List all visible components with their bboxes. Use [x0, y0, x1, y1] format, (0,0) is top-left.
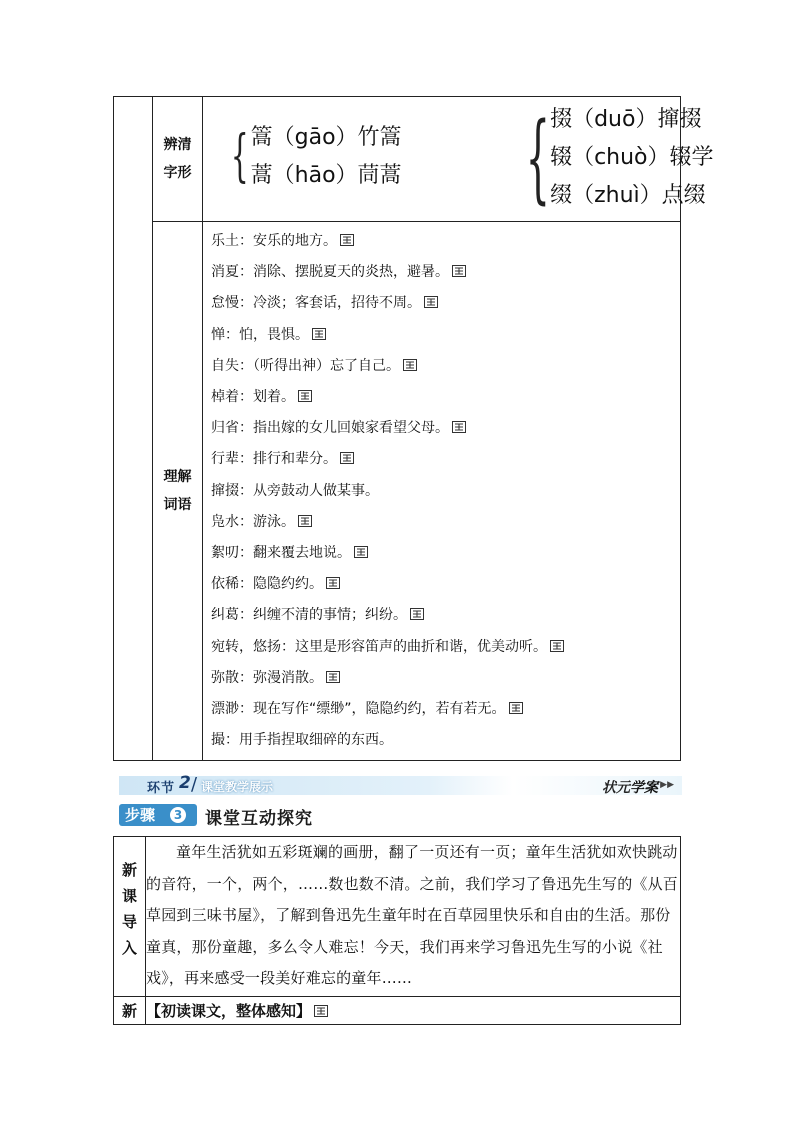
left-brace-icon: { — [230, 124, 249, 189]
definition-item — [211, 226, 680, 257]
zixing-word: 篙（gāo）竹篙 — [250, 125, 402, 150]
definition-text: 自失：（听得出神）忘了自己。 — [211, 357, 400, 374]
annotation-mark-icon — [340, 234, 354, 246]
annotation-mark-icon — [452, 421, 466, 433]
banner-number: 2 — [179, 773, 191, 793]
definition-item — [211, 694, 680, 725]
definition-item — [211, 351, 680, 382]
read-section — [146, 997, 681, 1025]
zixing-word: 辍（chuò）辍学 — [550, 145, 714, 170]
definition-item — [211, 663, 680, 694]
annotation-mark-icon — [424, 296, 438, 308]
section-banner — [119, 773, 682, 796]
definition-text: 弥散：弥漫消散。 — [211, 669, 323, 686]
definition-item — [211, 320, 680, 351]
definition-text: 依稀：隐隐约约。 — [211, 576, 323, 593]
definition-text: 絮叨：翻来覆去地说。 — [211, 545, 351, 562]
double-arrow-icon: ▶▶ — [660, 780, 674, 790]
annotation-mark-icon — [550, 640, 564, 652]
zixing-label-line1: 辨清 — [163, 137, 192, 153]
zixing-group-right — [489, 101, 714, 215]
annotation-mark-icon — [326, 577, 340, 589]
annotation-mark-icon — [340, 452, 354, 464]
definition-item — [211, 569, 680, 600]
banner-brand-a: 状元 — [602, 780, 630, 796]
annotation-mark-icon — [326, 671, 340, 683]
definition-text: 撺掇：从旁鼓动人做某事。 — [211, 482, 379, 499]
zixing-word: 蒿（hāo）茼蒿 — [250, 163, 402, 188]
intro-label-char: 入 — [121, 939, 137, 957]
intro-label-char: 课 — [121, 887, 137, 905]
annotation-mark-icon — [403, 359, 417, 371]
step-heading — [119, 802, 419, 828]
definition-item — [211, 725, 680, 756]
step-number: 3 — [170, 807, 186, 823]
definition-text: 漂渺：现在写作“缥缈”，隐隐约约，若有若无。 — [211, 701, 506, 718]
empty-left-column — [114, 97, 153, 761]
annotation-mark-icon — [354, 546, 368, 558]
definition-text: 消夏：消除、摆脱夏天的炎热，避暑。 — [211, 264, 449, 281]
lesson-table — [113, 836, 681, 1025]
annotation-mark-icon — [509, 702, 523, 714]
zixing-word: 掇（duō）撺掇 — [550, 107, 702, 132]
lijie-content — [203, 222, 681, 761]
vocabulary-table — [113, 96, 714, 761]
step-badge-label: 步骤 — [125, 806, 156, 824]
definition-text: 纠葛：纠缠不清的事情；纠纷。 — [211, 607, 407, 624]
annotation-mark-icon — [410, 608, 424, 620]
step-badge — [119, 804, 197, 826]
definition-item — [211, 257, 680, 288]
lijie-label — [153, 222, 203, 761]
definition-text: 怠慢：冷淡；客套话，招待不周。 — [211, 295, 421, 312]
definition-item — [211, 444, 680, 475]
definition-item — [211, 600, 680, 631]
lijie-label-line1: 理解 — [163, 469, 192, 486]
definition-text: 乐土：安乐的地方。 — [211, 233, 337, 249]
banner-title: 课堂教学展示 — [201, 780, 274, 794]
intro-label — [114, 837, 146, 997]
zixing-label-line2: 字形 — [163, 165, 192, 181]
banner-brand — [602, 777, 658, 797]
banner-huanjie: 环节 — [147, 781, 176, 796]
step-title: 课堂互动探究 — [205, 809, 313, 829]
left-brace-icon: { — [525, 102, 551, 214]
slash-divider-icon: / — [191, 774, 198, 795]
annotation-mark-icon — [314, 1005, 328, 1017]
definition-item — [211, 288, 680, 319]
definition-text: 惮：怕，畏惧。 — [211, 326, 309, 343]
zixing-label — [153, 97, 203, 222]
zixing-content — [203, 97, 714, 222]
definition-item — [211, 476, 680, 507]
definition-text: 棹着：划着。 — [211, 389, 295, 406]
read-heading: 【初读课文，整体感知】 — [146, 1002, 312, 1020]
lijie-label-line2: 词语 — [163, 497, 192, 514]
annotation-mark-icon — [298, 390, 312, 402]
intro-label-char: 导 — [121, 913, 137, 931]
definition-text: 凫水：游泳。 — [211, 513, 295, 530]
definition-item — [211, 538, 680, 569]
definition-text: 行辈：排行和辈分。 — [211, 451, 337, 468]
zixing-group-left — [213, 119, 402, 195]
definition-item — [211, 413, 680, 444]
annotation-mark-icon — [312, 328, 326, 340]
banner-brand-b: 学案 — [630, 780, 658, 796]
definition-list — [203, 222, 680, 760]
annotation-mark-icon — [452, 265, 466, 277]
intro-text: 童年生活犹如五彩斑斓的画册，翻了一页还有一页；童年生活犹如欢快跳动的音符，一个，两个，……数也数不清。之前，我们学习了鲁迅先生写的《从百草园到三味书屋》，了解到鲁迅先生童年时在百草园里快乐和自由的生活。那份童真，那份童趣，多么令人难忘！今天，我们再来学习鲁迅先生写的小说《社戏》，再来感受一段美好难忘的童年…… — [146, 837, 681, 997]
definition-text: 归省：指出嫁的女儿回娘家看望父母。 — [211, 420, 449, 437]
definition-text: 撮：用手指捏取细碎的东西。 — [211, 732, 393, 749]
zixing-word: 缀（zhuì）点缀 — [550, 183, 706, 208]
annotation-mark-icon — [298, 515, 312, 527]
intro-label-char: 新 — [121, 861, 137, 879]
definition-item — [211, 632, 680, 663]
definition-item — [211, 507, 680, 538]
new-label: 新 — [114, 997, 146, 1025]
definition-item — [211, 382, 680, 413]
definition-text: 宛转，悠扬：这里是形容笛声的曲折和谐，优美动听。 — [211, 638, 547, 655]
